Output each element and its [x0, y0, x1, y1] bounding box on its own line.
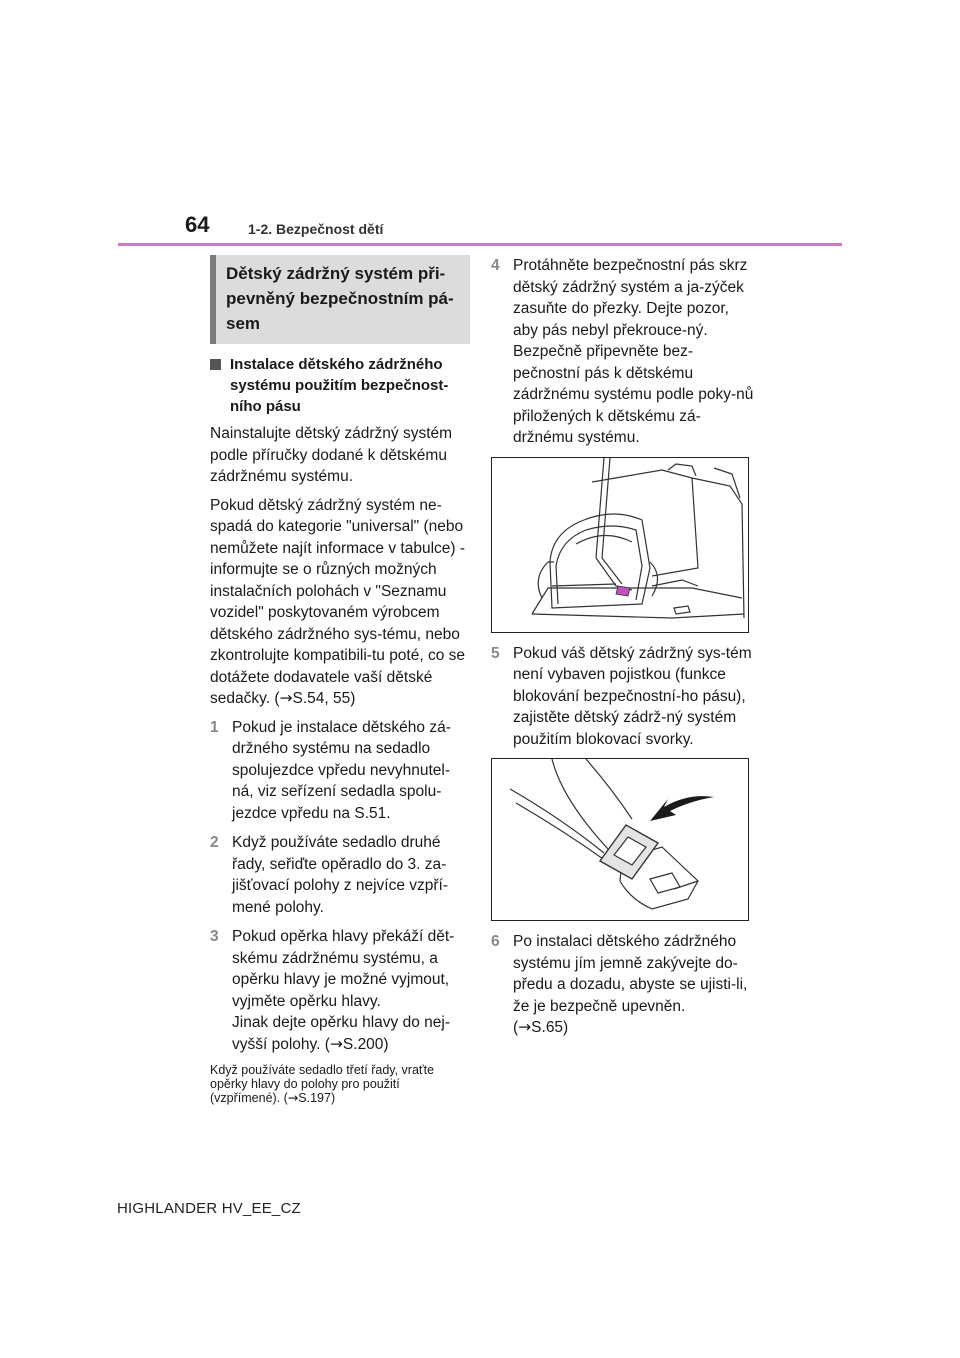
step-text: Pokud opěrka hlavy překáží dět-skému zádržnému systému, a opěrku hlavy je možné vyjmout, vyjměte opěrku hlavy. Jinak dejte opěrku hlavy do nej-vyšší polohy. ( [232, 928, 455, 1053]
step-6 [491, 931, 756, 1039]
step-number: 6 [491, 933, 500, 950]
step-text: Pokud váš dětský zádržný sys-tém není vybaven pojistkou (funkce blokování bezpečnostní-ho pásu), zajistěte dětský zádrž-ný systém použitím blokovací svorky. [513, 644, 752, 748]
step-text: Protáhněte bezpečnostní pás skrz dětský zádržný systém a ja-zýček zasuňte do přezky. Dejte pozor, aby pás nebyl překrouce-ný. Bezpečně připevněte bez-pečnostní pás k dětskému zádržnému systému podle poky-nů přiložených k dětskému zá-držnému systému. [513, 257, 754, 446]
reference-arrow-icon: → [287, 1090, 299, 1105]
step-text: Když používáte sedadlo druhé řady, seřiďte opěradlo do 3. za-jišťovací polohy z nejvíce vzpří-mené polohy. [232, 834, 449, 916]
topic-heading [210, 255, 470, 344]
step-number: 2 [210, 834, 219, 851]
subheading [210, 354, 470, 417]
step-2 [210, 832, 470, 918]
step-number: 1 [210, 718, 219, 736]
right-column [491, 255, 756, 1047]
subheading-text: Instalace dětského zádržného systému použitím bezpečnost-ního pásu [230, 356, 449, 415]
reference-arrow-icon: → [279, 689, 293, 707]
note-text: Když používáte sedadlo třetí řady, vraťte opěrky hlavy do polohy pro použití (vzpřímené). ( [210, 1063, 435, 1105]
child-seat-drawing [492, 458, 748, 632]
section-title: 1-2. Bezpečnost dětí [248, 221, 384, 237]
child-seat-illustration [491, 457, 749, 633]
step-4 [491, 255, 756, 449]
step-text: Pokud je instalace dětského zá-držného systému na sedadlo spolujezdce vpředu nevyhnutel-ná, viz seřízení sedadla spolu-jezdce vpředu na S.51. [232, 718, 451, 822]
step-5 [491, 643, 756, 751]
compatibility-paragraph [210, 495, 470, 710]
step-number: 3 [210, 928, 219, 945]
step-number: 5 [491, 644, 500, 662]
square-bullet-icon [210, 359, 221, 370]
page-reference-link[interactable]: S.200) [342, 1035, 389, 1053]
reference-arrow-icon: → [329, 1034, 343, 1053]
locking-clip-drawing [492, 759, 748, 920]
page-reference-link[interactable]: S.54, 55) [292, 690, 356, 707]
locking-clip-illustration [491, 758, 749, 921]
page-reference-link[interactable]: S.197) [298, 1091, 336, 1105]
intro-paragraph: Nainstalujte dětský zádržný systém podle příručky dodané k dětskému zádržnému systému. [210, 425, 453, 485]
topic-heading-text: Dětský zádržný systém při- pevněný bezpečnostním pá- sem [226, 264, 454, 333]
left-column [210, 255, 470, 1105]
compatibility-text: Pokud dětský zádržný systém ne-spadá do kategorie "universal" (nebo nemůžete najít informace v tabulce) - informujte se o různých možných instalačních polohách v "Seznamu vozidel" poskytovaném výrobcem dětského zádržného sys-tému, nebo zkontrolujte kompatibili-tu poté, co se dotážete dodavatele vaší dětské sedačky. ( [210, 496, 466, 707]
page-number: 64 [185, 212, 210, 237]
header-rule [118, 243, 842, 246]
step-text: Po instalaci dětského zádržného systému jím jemně zakývejte do-předu a dozadu, abyste se ujisti-li, že je bezpečně upevněn. ( [513, 933, 748, 1036]
page-reference-link[interactable]: S.65) [531, 1019, 569, 1036]
step-1 [210, 717, 470, 825]
step-3 [210, 926, 470, 1055]
footer-model-code: HIGHLANDER HV_EE_CZ [117, 1200, 301, 1217]
step-number: 4 [491, 257, 500, 274]
reference-arrow-icon: → [518, 1018, 532, 1036]
third-row-note [210, 1063, 470, 1105]
